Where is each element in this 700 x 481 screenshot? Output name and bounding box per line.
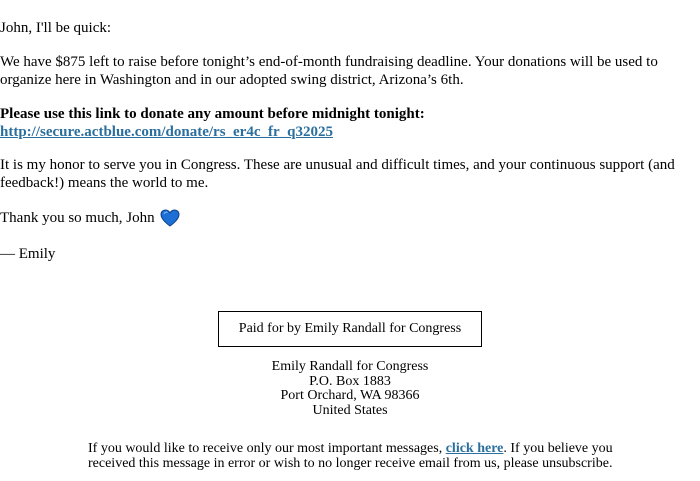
address-country: United States [312, 402, 388, 418]
donate-section [0, 105, 692, 141]
note-after: . If you believe you received this message in error or wish to no longer receive email from us, please unsubscribe. [88, 441, 613, 471]
address-line1: P.O. Box 1883 [309, 373, 391, 389]
address-line2: Port Orchard, WA 98366 [280, 388, 420, 404]
note-before: If you would like to receive only our most important messages, [88, 441, 446, 456]
mailing-address [0, 360, 700, 418]
address-name: Emily Randall for Congress [271, 359, 429, 374]
click-here-link[interactable]: click here [445, 441, 504, 456]
paid-for-disclaimer: Paid for by Emily Randall for Congress [218, 311, 482, 347]
thanks-line [0, 209, 692, 232]
blue-heart-icon [160, 209, 180, 232]
unsubscribe-note [88, 442, 628, 471]
paragraph-honor: It is my honor to serve you in Congress. These are unusual and difficult times, and your continuous support (and feedback!) means the world to me. [0, 157, 675, 191]
donate-prompt: Please use this link to donate any amount before midnight tonight: [0, 106, 425, 122]
thanks-text: Thank you so much, John [0, 210, 155, 226]
signature: — Emily [0, 246, 56, 262]
greeting: John, I'll be quick: [0, 20, 112, 36]
paragraph-fundraising: We have $875 left to raise before tonight’s end-of-month fundraising deadline. Your donations will be used to organize here in Washington and in our adopted swing district, Arizona’s 6th. [0, 54, 658, 88]
donate-link[interactable]: http://secure.actblue.com/donate/rs_er4c_fr_q32025 [0, 124, 333, 140]
